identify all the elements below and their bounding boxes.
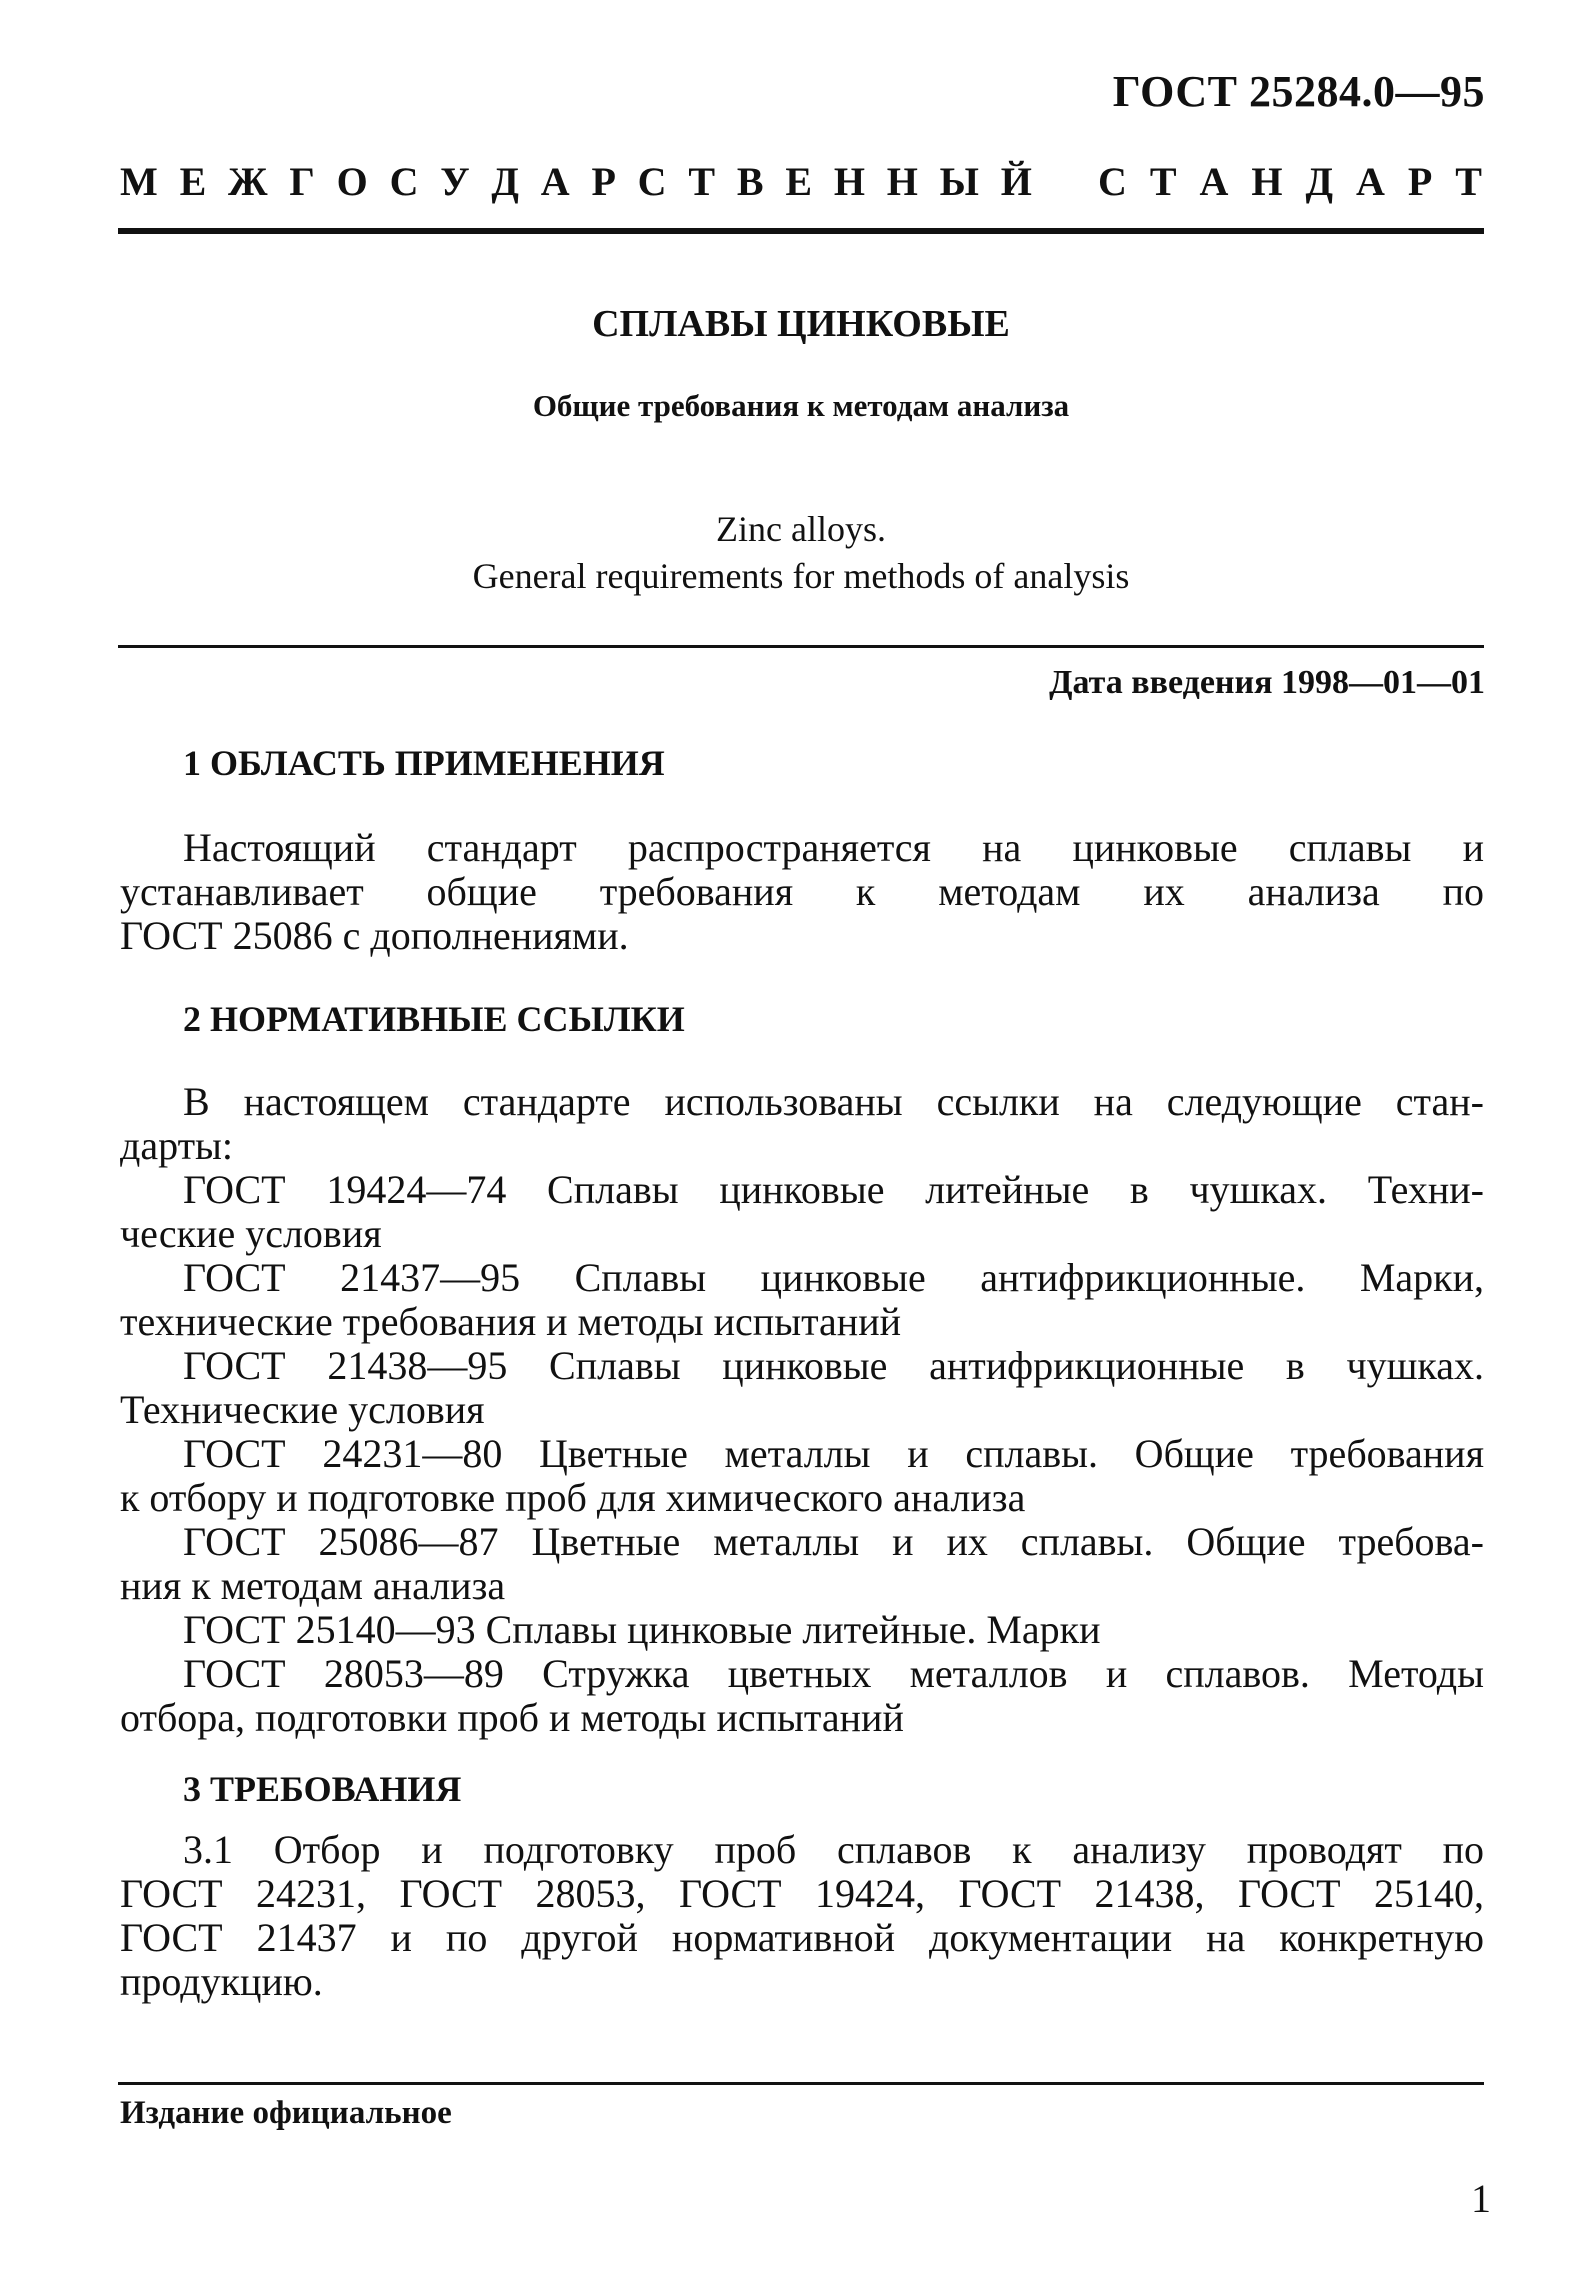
reference-line: к отбору и подготовке проб для химического анализа: [120, 1475, 1026, 1520]
category-letter: Г: [289, 159, 315, 204]
category-letter: А: [540, 159, 570, 204]
section-heading-normative-references: 2 НОРМАТИВНЫЕ ССЫЛКИ: [183, 999, 685, 1039]
category-word-standard: [1098, 158, 1482, 205]
reference-line: ния к методам анализа: [120, 1563, 506, 1608]
category-letter: Т: [1455, 159, 1482, 204]
reference-line: ГОСТ 21437—95 Сплавы цинковые антифрикционные. Марки,: [183, 1255, 1484, 1300]
footer-divider: [118, 2082, 1484, 2085]
standard-category-header: [120, 158, 1482, 205]
reference-line: ГОСТ 24231—80 Цветные металлы и сплавы. Общие требования: [183, 1431, 1484, 1476]
reference-line: ГОСТ 21438—95 Сплавы цинковые антифрикционные в чушках.: [183, 1343, 1484, 1388]
category-letter: О: [336, 159, 368, 204]
reference-line: отбора, подготовки проб и методы испытаний: [120, 1695, 904, 1740]
category-letter: А: [1199, 159, 1229, 204]
english-title-line: Zinc alloys.: [716, 509, 886, 549]
document-title: СПЛАВЫ ЦИНКОВЫЕ: [592, 303, 1010, 345]
english-title-line: General requirements for methods of analysis: [472, 556, 1130, 596]
text-line: дарты:: [120, 1123, 234, 1168]
category-letter: С: [637, 159, 667, 204]
text-line: В настоящем стандарте использованы ссылки на следующие стан-: [183, 1079, 1484, 1124]
reference-line: ГОСТ 19424—74 Сплавы цинковые литейные в чушках. Техни-: [183, 1167, 1484, 1212]
page-number: 1: [1471, 2176, 1491, 2221]
category-letter: Н: [833, 159, 865, 204]
reference-line: Технические условия: [120, 1387, 485, 1432]
category-letter: Д: [491, 159, 519, 204]
category-letter: С: [389, 159, 419, 204]
reference-line: ГОСТ 28053—89 Стружка цветных металлов и сплавов. Методы: [183, 1651, 1484, 1696]
text-line: продукцию.: [120, 1959, 323, 2004]
intro-date: Дата введения 1998—01—01: [1049, 664, 1485, 701]
document-number: ГОСТ 25284.0—95: [1112, 67, 1485, 116]
text-line: Настоящий стандарт распространяется на цинковые сплавы и: [183, 825, 1484, 870]
category-word-interstate: [120, 158, 1032, 205]
reference-line: ГОСТ 25086—87 Цветные металлы и их сплавы. Общие требова-: [183, 1519, 1484, 1564]
english-title: [118, 506, 1484, 600]
category-letter: У: [440, 159, 470, 204]
edition-note: Издание официальное: [120, 2095, 452, 2131]
category-letter: М: [120, 159, 158, 204]
category-letter: Ы: [939, 159, 979, 204]
category-letter: Е: [785, 159, 813, 204]
category-letter: Д: [1305, 159, 1333, 204]
category-letter: С: [1098, 159, 1127, 204]
category-letter: Т: [1149, 159, 1177, 204]
reference-line: технические требования и методы испытаний: [120, 1299, 902, 1344]
header-divider: [118, 228, 1484, 234]
section-body-requirements: [120, 1828, 1484, 2004]
section-heading-scope: 1 ОБЛАСТЬ ПРИМЕНЕНИЯ: [183, 743, 665, 783]
document-subtitle: Общие требования к методам анализа: [532, 388, 1070, 423]
section-body-scope: [120, 826, 1484, 958]
text-line: 3.1 Отбор и подготовку проб сплавов к анализу проводят по: [183, 1827, 1484, 1872]
category-letter: Т: [688, 159, 716, 204]
category-letter: Н: [1251, 159, 1283, 204]
text-line: ГОСТ 25086 с дополнениями.: [120, 913, 629, 958]
text-line: устанавливает общие требования к методам их анализа по: [120, 869, 1484, 914]
text-line: ГОСТ 24231, ГОСТ 28053, ГОСТ 19424, ГОСТ 21438, ГОСТ 25140,: [120, 1871, 1484, 1916]
category-letter: Й: [1000, 159, 1032, 204]
reference-line: ческие условия: [120, 1211, 382, 1256]
category-letter: В: [736, 159, 764, 204]
category-letter: А: [1355, 159, 1385, 204]
category-letter: Е: [179, 159, 207, 204]
category-letter: Ж: [228, 159, 268, 204]
reference-line: ГОСТ 25140—93 Сплавы цинковые литейные. Марки: [183, 1607, 1101, 1652]
title-divider: [118, 645, 1484, 648]
category-letter: Р: [1407, 159, 1433, 204]
section-body-normative-references: [120, 1080, 1484, 1740]
section-heading-requirements: 3 ТРЕБОВАНИЯ: [183, 1769, 462, 1809]
category-letter: Р: [591, 159, 616, 204]
category-letter: Н: [886, 159, 918, 204]
text-line: ГОСТ 21437 и по другой нормативной документации на конкретную: [120, 1915, 1484, 1960]
